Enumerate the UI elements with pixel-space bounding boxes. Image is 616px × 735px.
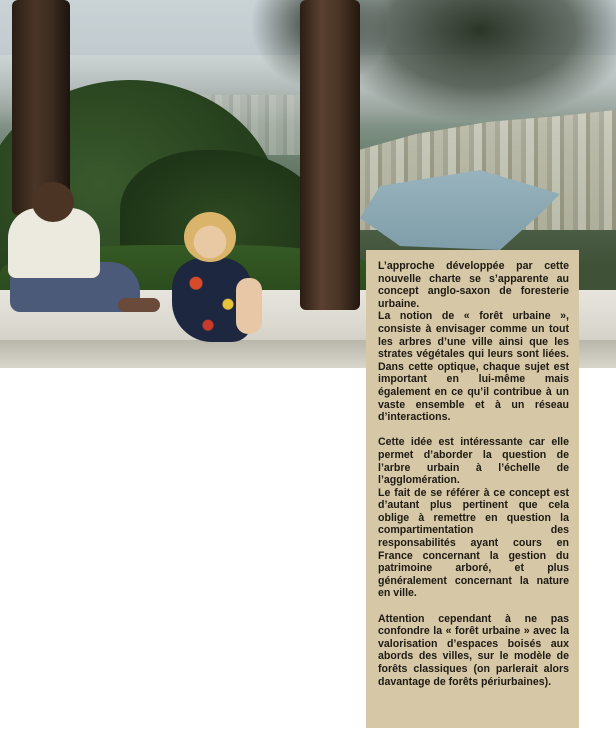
tree-trunk-center — [300, 0, 360, 310]
paragraph-1: L’approche développée par cette nouvelle charte se s’apparente au concept anglo-saxon de foresterie urbaine. — [378, 260, 569, 310]
boy-head — [32, 182, 74, 222]
text-box — [366, 250, 579, 728]
paragraph-3: Cette idée est intéressante car elle permet d’aborder la question de l’arbre urbain à l’échelle de l’agglomération. — [378, 436, 569, 487]
paragraph-2: La notion de « forêt urbaine », consiste à envisager comme un tout les arbres d’une ville ainsi que les strates végétales qui leurs sont liées. Dans cette optique, chaque sujet est important en lui-même mais également en ce qu’il contribue à un vaste ensemble et à un réseau d’interactions. — [378, 310, 569, 424]
girl-arm — [236, 278, 262, 334]
paragraph-5: Attention cependant à ne pas confondre la « forêt urbaine » avec la valorisation d’espaces boisés aux abords des villes, sur le modèle de forêts classiques (on parlerait alors davantage de forêts périurbaines). — [378, 612, 569, 688]
boy-shoe — [118, 298, 160, 312]
paragraph-4: Le fait de se référer à ce concept est d’autant plus pertinent que cela oblige à remettre en question la compartimentation des responsabilités ayant cours en France concernant la gestion du patrimoine arboré, et plus généralement concernant la nature en ville. — [378, 486, 569, 600]
girl-head — [184, 212, 236, 262]
